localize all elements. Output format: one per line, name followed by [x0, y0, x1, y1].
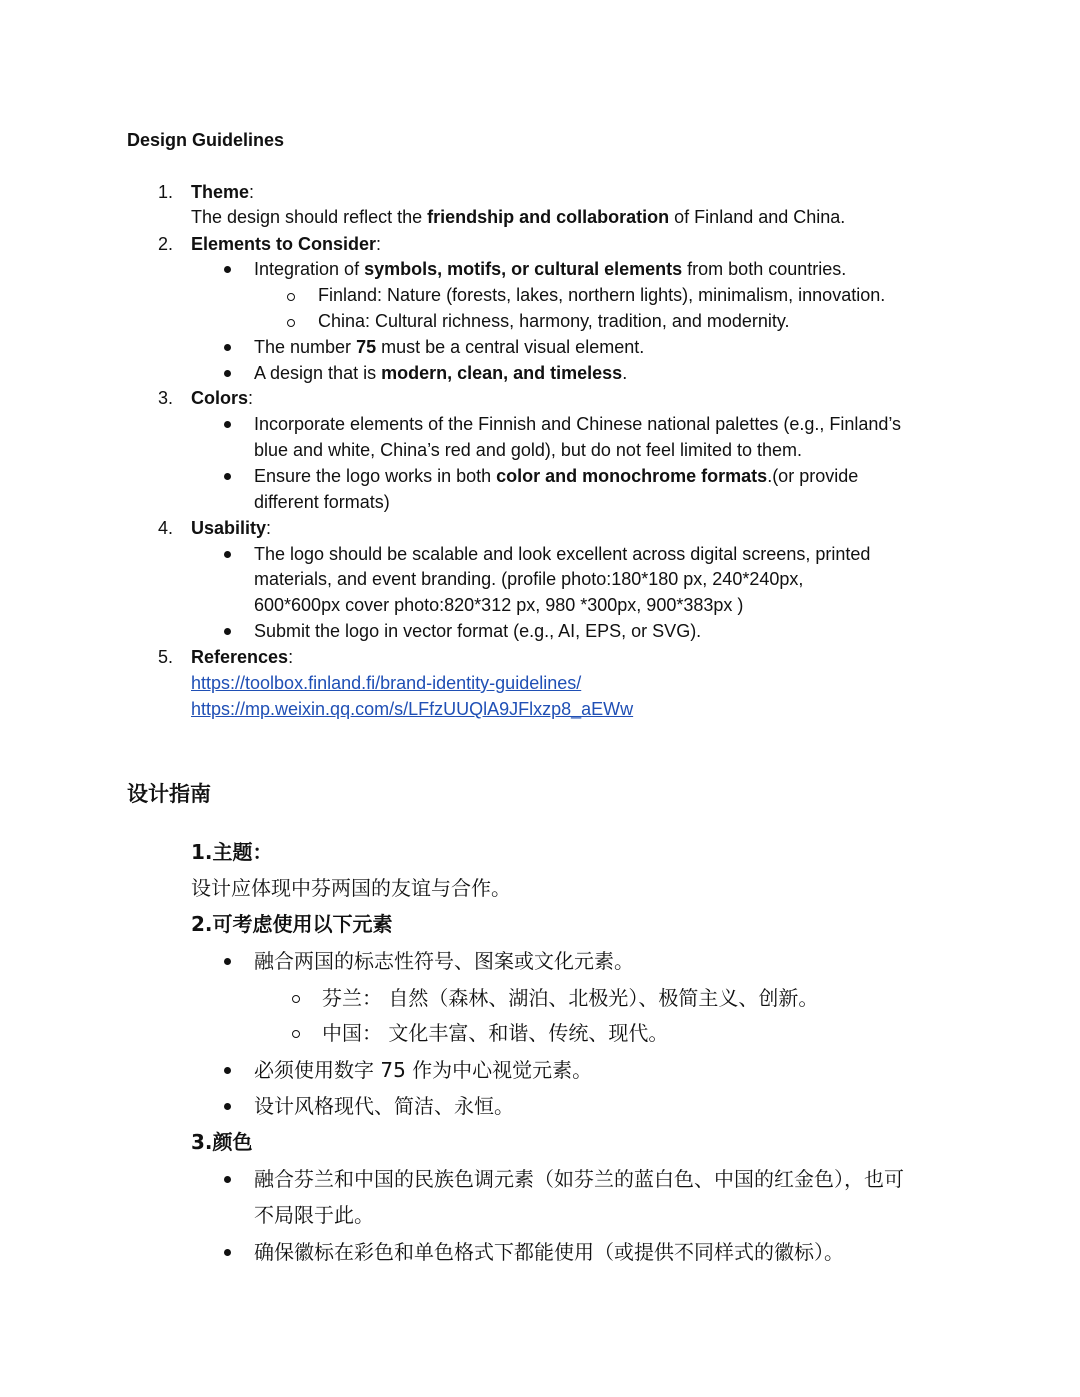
- bullet-icon: [224, 1249, 231, 1256]
- reference-link-finland[interactable]: https://toolbox.finland.fi/brand-identity-guidelines/: [191, 673, 582, 693]
- paragraph: 设计应体现中芬两国的友谊与合作。: [191, 876, 511, 900]
- bullet-icon: [224, 1176, 231, 1183]
- list-item: Finland: Nature (forests, lakes, northern lights), minimalism, innovation.: [318, 285, 886, 305]
- reference-link-weixin[interactable]: https://mp.weixin.qq.com/s/LFfzUUQlA9JFlxzp8_aEWw: [191, 699, 634, 719]
- list-number: 2.: [158, 234, 174, 254]
- bullet-icon: [224, 421, 231, 428]
- list-item: 芬兰： 自然（森林、湖泊、北极光）、极简主义、创新。: [322, 986, 819, 1010]
- list-item: The logo should be scalable and look excellent across digital screens, printed: [254, 544, 871, 564]
- doc-title-en: Design Guidelines: [127, 130, 285, 150]
- bullet-icon: [224, 628, 231, 635]
- sub-bullet-icon: [287, 293, 295, 301]
- section-heading-zh-colors: 3.颜色: [191, 1130, 253, 1154]
- doc-title-zh: 设计指南: [127, 782, 211, 806]
- list-item-continuation: materials, and event branding. (profile photo:180*180 px, 240*240px,: [254, 569, 804, 589]
- section-heading-zh-theme: 1.主题：: [191, 840, 273, 864]
- list-item: Submit the logo in vector format (e.g., AI, EPS, or SVG).: [254, 621, 702, 641]
- list-item-continuation: blue and white, China’s red and gold), but do not feel limited to them.: [254, 440, 803, 460]
- list-item: Ensure the logo works in both color and monochrome formats.(or provide: [254, 466, 859, 486]
- bullet-icon: [224, 1067, 231, 1074]
- list-item: The number 75 must be a central visual element.: [254, 337, 645, 357]
- list-item: 中国： 文化丰富、和谐、传统、现代。: [322, 1021, 669, 1045]
- list-number: 1.: [158, 182, 174, 202]
- list-item: Incorporate elements of the Finnish and Chinese national palettes (e.g., Finland’s: [254, 414, 902, 434]
- list-number: 5.: [158, 647, 174, 667]
- theme-text: The design should reflect the friendship and collaboration of Finland and China.: [191, 207, 846, 227]
- sub-bullet-icon: [292, 995, 300, 1003]
- section-heading-theme: Theme:: [191, 182, 255, 202]
- sub-bullet-icon: [292, 1030, 300, 1038]
- list-item: 设计风格现代、简洁、永恒。: [254, 1094, 514, 1118]
- section-heading-zh-elements: 2.可考虑使用以下元素: [191, 912, 393, 936]
- list-item: A design that is modern, clean, and timeless.: [254, 363, 628, 383]
- list-item: 确保徽标在彩色和单色格式下都能使用（或提供不同样式的徽标）。: [254, 1240, 844, 1264]
- section-heading-elements: Elements to Consider:: [191, 234, 382, 254]
- list-number: 3.: [158, 388, 174, 408]
- list-item: Integration of symbols, motifs, or cultural elements from both countries.: [254, 259, 847, 279]
- list-item-continuation: 600*600px cover photo:820*312 px, 980 *300px, 900*383px ): [254, 595, 744, 615]
- bullet-icon: [224, 473, 231, 480]
- list-item-continuation: different formats): [254, 492, 390, 512]
- list-item: 必须使用数字 75 作为中心视觉元素。: [254, 1058, 593, 1082]
- list-item-continuation: 不局限于此。: [254, 1203, 374, 1227]
- bullet-icon: [224, 551, 231, 558]
- section-heading-references: References:: [191, 647, 294, 667]
- section-heading-usability: Usability:: [191, 518, 272, 538]
- bullet-icon: [224, 344, 231, 351]
- bullet-icon: [224, 370, 231, 377]
- list-item: China: Cultural richness, harmony, tradition, and modernity.: [318, 311, 790, 331]
- bullet-icon: [224, 1103, 231, 1110]
- bullet-icon: [224, 958, 231, 965]
- sub-bullet-icon: [287, 319, 295, 327]
- list-number: 4.: [158, 518, 174, 538]
- list-item: 融合芬兰和中国的民族色调元素（如芬兰的蓝白色、中国的红金色），也可: [254, 1167, 904, 1191]
- section-heading-colors: Colors:: [191, 388, 254, 408]
- list-item: 融合两国的标志性符号、图案或文化元素。: [254, 949, 634, 973]
- bullet-icon: [224, 266, 231, 273]
